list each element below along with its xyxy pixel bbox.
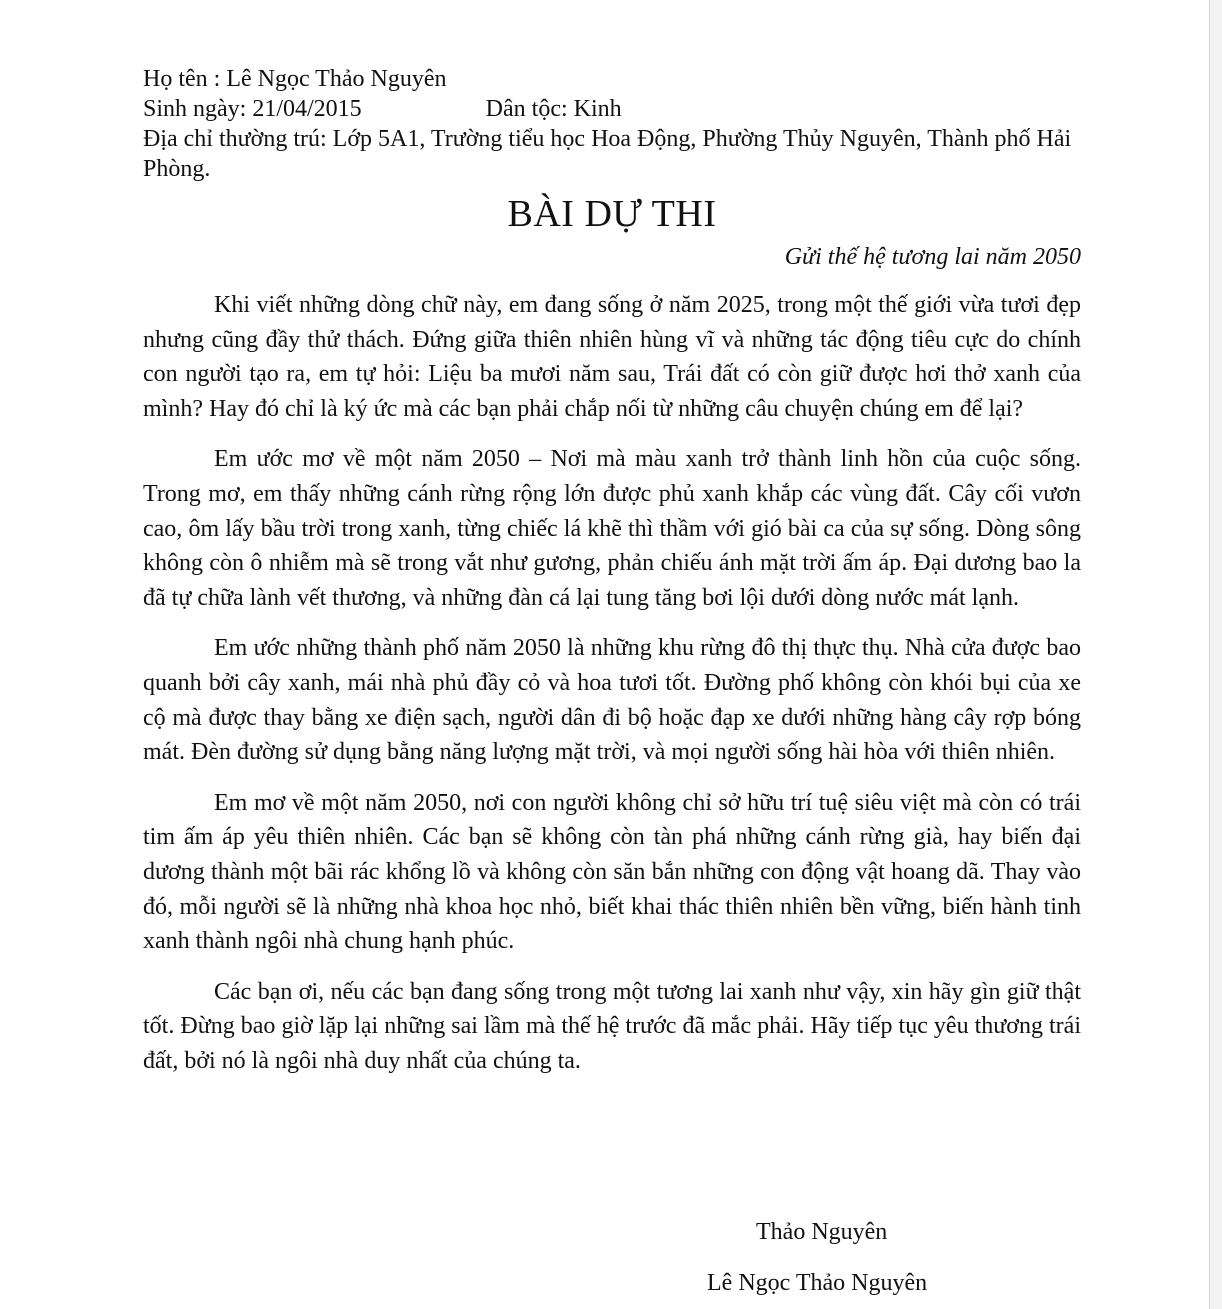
birth-ethnicity-line [143, 94, 1081, 124]
page-edge [1209, 0, 1222, 1309]
paragraph: Em ước mơ về một năm 2050 – Nơi mà màu xanh trở thành linh hồn của cuộc sống. Trong mơ, em thấy những cánh rừng rộng lớn được phủ xanh khắp các vùng đất. Cây cối vươn cao, ôm lấy bầu trời trong xanh, từng chiếc lá khẽ thì thầm với gió bài ca của sự sống. Dòng sông không còn ô nhiễm mà sẽ trong vắt như gương, phản chiếu ánh mặt trời ấm áp. Đại dương bao la đã tự chữa lành vết thương, và những đàn cá lại tung tăng bơi lội dưới dòng nước mát lạnh. [143, 446, 1081, 611]
ethnicity: Dân tộc: Kinh [485, 96, 622, 122]
signature-short-name: Thảo Nguyên [756, 1219, 888, 1245]
paragraph: Khi viết những dòng chữ này, em đang sống ở năm 2025, trong một thế giới vừa tươi đẹp nhưng cũng đầy thử thách. Đứng giữa thiên nhiên hùng vĩ và những tác động tiêu cực do chính con người tạo ra, em tự hỏi: Liệu ba mươi năm sau, Trái đất có còn giữ được hơi thở xanh của mình? Hay đó chỉ là ký ức mà các bạn phải chắp nối từ những câu chuyện chúng em để lại? [143, 292, 1081, 422]
signature-full-name: Lê Ngọc Thảo Nguyên [707, 1270, 928, 1296]
address-line: Địa chỉ thường trú: Lớp 5A1, Trường tiểu học Hoa Động, Phường Thủy Nguyên, Thành phố Hải Phòng. [143, 126, 1072, 182]
birth-date: Sinh ngày: 21/04/2015 [143, 96, 362, 122]
paragraph: Em mơ về một năm 2050, nơi con người không chỉ sở hữu trí tuệ siêu việt mà còn có trái tim ấm áp yêu thiên nhiên. Các bạn sẽ không còn tàn phá những cánh rừng già, hay biến đại dương thành một bãi rác khổng lồ và không còn săn bắn những con động vật hoang dã. Thay vào đó, mỗi người sẽ là những nhà khoa học nhỏ, biết khai thác thiên nhiên bền vững, biến hành tinh xanh thành ngôi nhà chung hạnh phúc. [143, 789, 1081, 955]
document-body [143, 64, 1081, 1094]
paragraph: Em ước những thành phố năm 2050 là những khu rừng đô thị thực thụ. Nhà cửa được bao quanh bởi cây xanh, mái nhà phủ đầy cỏ và hoa tươi tốt. Đường phố không còn khói bụi của xe cộ mà được thay bằng xe điện sạch, người dân đi bộ hoặc đạp xe dưới những hàng cây rợp bóng mát. Đèn đường sử dụng bằng năng lượng mặt trời, và mọi người sống hài hòa với thiên nhiên. [143, 635, 1081, 766]
document-title: BÀI DỰ THI [507, 193, 717, 235]
dedication: Gửi thế hệ tương lai năm 2050 [784, 244, 1081, 270]
paragraph: Các bạn ơi, nếu các bạn đang sống trong một tương lai xanh như vậy, xin hãy gìn giữ thật tốt. Đừng bao giờ lặp lại những sai lầm mà thế hệ trước đã mắc phải. Hãy tiếp tục yêu thương trái đất, bởi nó là ngôi nhà duy nhất của chúng ta. [143, 978, 1081, 1074]
name-line: Họ tên : Lê Ngọc Thảo Nguyên [143, 66, 447, 92]
